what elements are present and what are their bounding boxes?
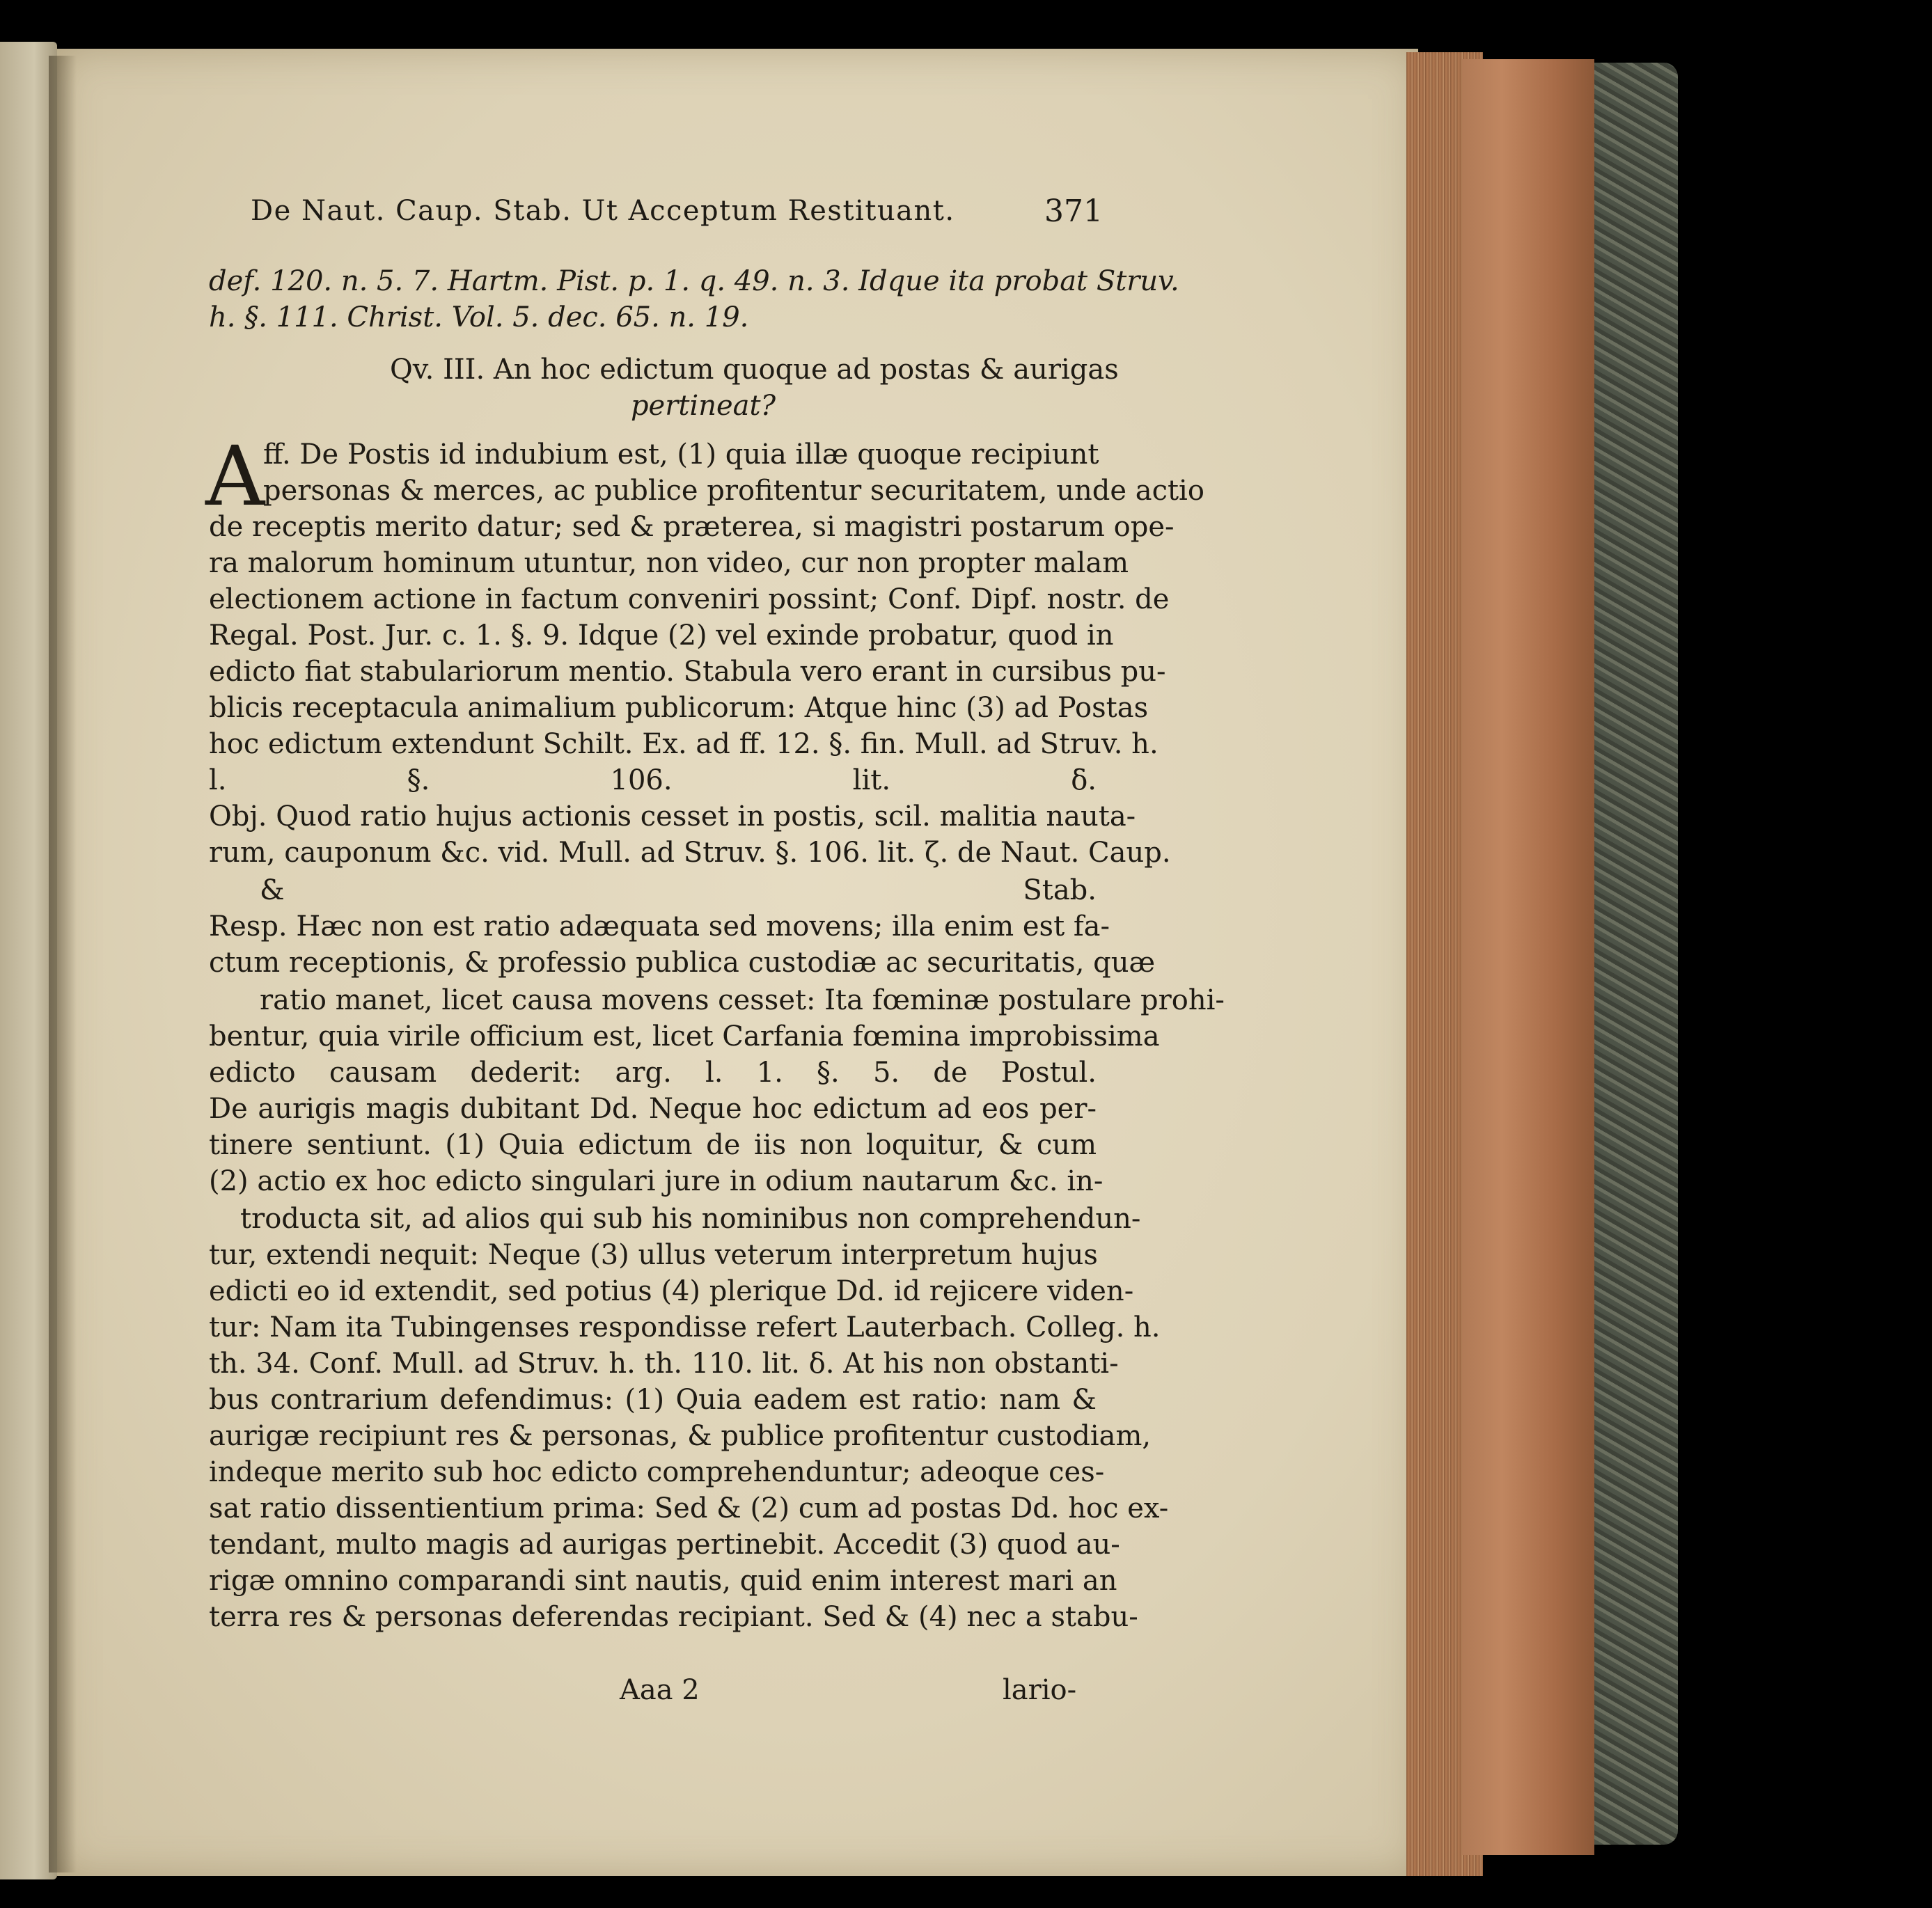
text-line: sat ratio dissentientium prima: Sed & (2) cum ad postas Dd. hoc ex- [209, 1492, 1169, 1524]
text-line: electionem actione in factum conveniri possint; Conf. Dipf. nostr. de [209, 583, 1170, 615]
question-heading: Qv. III. An hoc edictum quoque ad postas & aurigas [390, 354, 1119, 386]
text-line: aurigæ recipiunt res & personas, & publice profitentur custodiam, [209, 1420, 1152, 1452]
text-line: h. §. 111. Christ. Vol. 5. dec. 65. n. 19. [209, 301, 749, 333]
catchword: lario- [1003, 1674, 1077, 1706]
text-line: def. 120. n. 5. 7. Hartm. Pist. p. 1. q. 49. n. 3. Idque ita probat Struv. [209, 265, 1179, 297]
running-head: De Naut. Caup. Stab. Ut Acceptum Restituant. [251, 195, 955, 227]
question-heading-cont: pertineat? [630, 390, 776, 422]
text-line: & Stab. [260, 874, 1097, 906]
page-number: 371 [1044, 194, 1103, 229]
text-line: edicto fiat stabulariorum mentio. Stabula vero erant in cursibus pu- [209, 656, 1166, 688]
text-line: rigæ omnino comparandi sint nautis, quid enim interest mari an [209, 1565, 1117, 1597]
gutter-shadow [49, 56, 77, 1872]
signature-mark: Aaa 2 [620, 1674, 700, 1706]
text-line: Regal. Post. Jur. c. 1. §. 9. Idque (2) vel exinde probatur, quod in [209, 620, 1114, 652]
text-line: rum, cauponum &c. vid. Mull. ad Struv. §. 106. lit. ζ. de Naut. Caup. [209, 837, 1171, 869]
fore-edge [1462, 59, 1594, 1855]
text-line: th. 34. Conf. Mull. ad Struv. h. th. 110. lit. δ. At his non obstanti- [209, 1348, 1119, 1380]
text-line: Resp. Hæc non est ratio adæquata sed movens; illa enim est fa- [209, 910, 1110, 943]
text-line: (2) actio ex hoc edicto singulari jure in odium nautarum &c. in- [209, 1165, 1104, 1197]
text-line: tinere sentiunt. (1) Quia edictum de iis non loquitur, & cum [209, 1129, 1097, 1161]
text-line: l. §. 106. lit. δ. [209, 764, 1097, 796]
text-line: ra malorum hominum utuntur, non video, cur non propter malam [209, 547, 1129, 579]
text-line: blicis receptacula animalium publicorum: Atque hinc (3) ad Postas [209, 692, 1149, 724]
text-line: tendant, multo magis ad aurigas pertinebit. Accedit (3) quod au- [209, 1529, 1120, 1561]
text-line: tur: Nam ita Tubingenses respondisse refert Lauterbach. Colleg. h. [209, 1311, 1161, 1343]
text-line: De aurigis magis dubitant Dd. Neque hoc edictum ad eos per- [209, 1093, 1097, 1125]
text-line: bus contrarium defendimus: (1) Quia eadem est ratio: nam & [209, 1384, 1097, 1416]
text-line: terra res & personas deferendas recipiant. Sed & (4) nec a stabu- [209, 1601, 1138, 1633]
text-line: de receptis merito datur; sed & præterea, si magistri postarum ope- [209, 511, 1175, 543]
text-line: hoc edictum extendunt Schilt. Ex. ad ff. 12. §. fin. Mull. ad Struv. h. [209, 728, 1159, 760]
text-line: edicti eo id extendit, sed potius (4) plerique Dd. id rejicere viden- [209, 1275, 1134, 1307]
text-line: troducta sit, ad alios qui sub his nominibus non comprehendun- [240, 1203, 1141, 1235]
text-line: ratio manet, licet causa movens cesset: Ita fœminæ postulare prohi- [260, 984, 1225, 1016]
book-cover [1594, 63, 1678, 1845]
text-line: personas & merces, ac publice profitentur securitatem, unde actio [263, 475, 1204, 507]
text-line: indeque merito sub hoc edicto comprehenduntur; adeoque ces- [209, 1456, 1105, 1488]
text-line: tur, extendi nequit: Neque (3) ullus veterum interpretum hujus [209, 1239, 1098, 1271]
text-line: edicto causam dederit: arg. l. 1. §. 5. de Postul. [209, 1057, 1097, 1089]
text-line: ff. De Postis id indubium est, (1) quia illæ quoque recipiunt [263, 439, 1099, 471]
text-line: ctum receptionis, & professio publica custodiæ ac securitatis, quæ [209, 947, 1156, 979]
text-line: bentur, quia virile officium est, licet Carfania fœmina improbissima [209, 1020, 1160, 1052]
text-line: Obj. Quod ratio hujus actionis cesset in postis, scil. malitia nauta- [209, 801, 1136, 833]
drop-cap: A [205, 428, 265, 524]
